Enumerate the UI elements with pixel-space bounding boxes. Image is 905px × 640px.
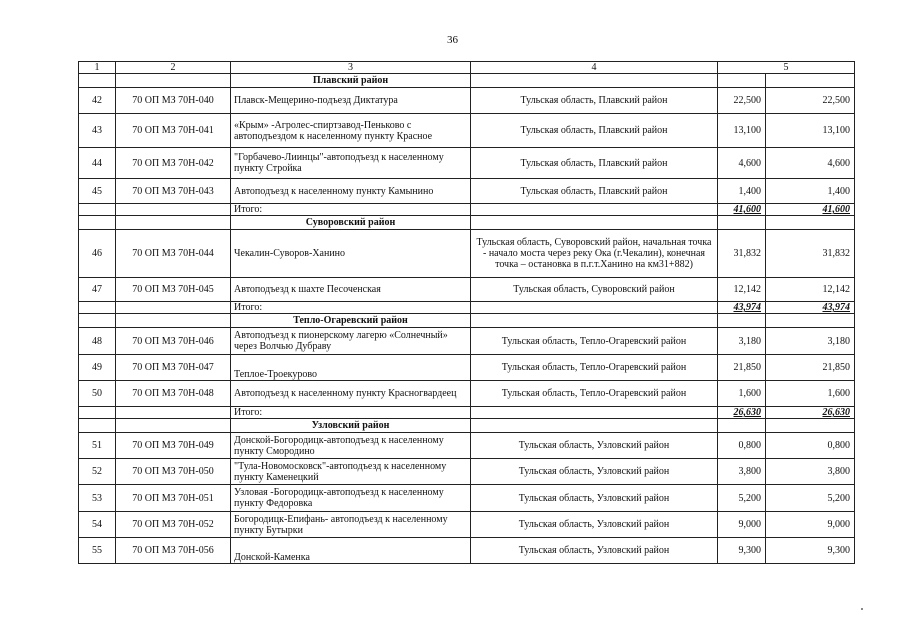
district-cell-empty [766,314,855,328]
row-number: 45 [79,179,116,204]
road-location: Тульская область, Тепло-Огаревский район [471,355,718,381]
road-name: Плавск-Мещерино-подъезд Диктатура [231,88,471,114]
district-cell-empty [116,419,231,433]
district-cell-empty [718,74,766,88]
district-cell-empty [79,419,116,433]
total-label: Итого: [231,407,471,419]
road-length-total: 3,800 [766,459,855,485]
road-length: 1,600 [718,381,766,407]
district-row [79,216,855,230]
road-location: Тульская область, Плавский район [471,179,718,204]
road-length: 21,850 [718,355,766,381]
table-row [79,538,855,564]
road-length-total: 5,200 [766,485,855,512]
road-code: 70 ОП МЗ 70Н-048 [116,381,231,407]
road-location: Тульская область, Суворовский район [471,278,718,302]
table-row [79,433,855,459]
total-cell-empty [79,204,116,216]
table-row [79,278,855,302]
road-length: 31,832 [718,230,766,278]
district-cell-empty [766,419,855,433]
row-number: 54 [79,512,116,538]
row-number: 52 [79,459,116,485]
table-row [79,230,855,278]
table-row [79,179,855,204]
road-code: 70 ОП МЗ 70Н-047 [116,355,231,381]
road-length-total: 21,850 [766,355,855,381]
road-length-total: 31,832 [766,230,855,278]
row-number: 47 [79,278,116,302]
district-cell-empty [79,74,116,88]
total-cell-empty [116,302,231,314]
road-length-total: 3,180 [766,328,855,355]
table-row [79,148,855,179]
total-row [79,407,855,419]
road-code: 70 ОП МЗ 70Н-041 [116,114,231,148]
row-number: 48 [79,328,116,355]
district-cell-empty [718,419,766,433]
road-code: 70 ОП МЗ 70Н-050 [116,459,231,485]
road-code: 70 ОП МЗ 70Н-043 [116,179,231,204]
total-value-final: 41,600 [766,204,855,216]
district-name: Суворовский район [231,216,471,230]
row-number: 43 [79,114,116,148]
road-length-total: 1,400 [766,179,855,204]
road-name: Автоподъезд к шахте Песоченская [231,278,471,302]
road-name: "Горбачево-Лиинцы"-автоподъезд к населенному пункту Стройка [231,148,471,179]
district-cell-empty [471,216,718,230]
road-name: Теплое-Троекурово [231,355,471,381]
road-code: 70 ОП МЗ 70Н-040 [116,88,231,114]
road-name: Автоподъезд к населенному пункту Красногвардеец [231,381,471,407]
road-name: Донской-Каменка [231,538,471,564]
road-length: 9,300 [718,538,766,564]
road-length: 13,100 [718,114,766,148]
road-name: Автоподъезд к населенному пункту Камынино [231,179,471,204]
road-name: Узловая -Богородицк-автоподъезд к населенному пункту Федоровка [231,485,471,512]
row-number: 42 [79,88,116,114]
row-number: 50 [79,381,116,407]
road-length: 22,500 [718,88,766,114]
road-code: 70 ОП МЗ 70Н-051 [116,485,231,512]
total-value: 43,974 [718,302,766,314]
road-length: 0,800 [718,433,766,459]
road-location: Тульская область, Узловский район [471,459,718,485]
table-row [79,88,855,114]
district-cell-empty [718,314,766,328]
road-length: 1,400 [718,179,766,204]
district-row [79,419,855,433]
road-name: Чекалин-Суворов-Ханино [231,230,471,278]
district-cell-empty [471,419,718,433]
scan-speck [861,608,863,610]
col-header-1: 1 [79,62,116,74]
total-cell-empty [116,204,231,216]
road-length-total: 0,800 [766,433,855,459]
district-row [79,314,855,328]
total-label: Итого: [231,204,471,216]
road-location: Тульская область, Узловский район [471,538,718,564]
district-cell-empty [766,74,855,88]
row-number: 55 [79,538,116,564]
road-length: 3,180 [718,328,766,355]
road-length-total: 4,600 [766,148,855,179]
header-row [79,62,855,74]
page-number: 36 [447,34,458,46]
total-value: 41,600 [718,204,766,216]
road-length: 9,000 [718,512,766,538]
total-cell-empty [471,204,718,216]
district-cell-empty [766,216,855,230]
road-length: 4,600 [718,148,766,179]
table-row [79,355,855,381]
road-code: 70 ОП МЗ 70Н-042 [116,148,231,179]
road-name: Автоподъезд к пионерскому лагерю «Солнечный» через Волчью Дубраву [231,328,471,355]
road-code: 70 ОП МЗ 70Н-044 [116,230,231,278]
table-row [79,381,855,407]
road-length-total: 1,600 [766,381,855,407]
road-length: 12,142 [718,278,766,302]
road-length-total: 22,500 [766,88,855,114]
road-length: 3,800 [718,459,766,485]
district-cell-empty [79,314,116,328]
roads-table [78,61,855,564]
road-length-total: 12,142 [766,278,855,302]
row-number: 44 [79,148,116,179]
road-name: Донской-Богородицк-автоподъезд к населенному пункту Смородино [231,433,471,459]
total-row [79,204,855,216]
total-value: 26,630 [718,407,766,419]
road-location: Тульская область, Узловский район [471,433,718,459]
total-cell-empty [116,407,231,419]
district-name: Тепло-Огаревский район [231,314,471,328]
road-length-total: 9,300 [766,538,855,564]
district-cell-empty [718,216,766,230]
total-cell-empty [471,302,718,314]
district-name: Плавский район [231,74,471,88]
col-header-5: 5 [718,62,855,74]
row-number: 51 [79,433,116,459]
road-location: Тульская область, Плавский район [471,114,718,148]
district-cell-empty [116,216,231,230]
road-name: Богородицк-Епифань- автоподъезд к населенному пункту Бутырки [231,512,471,538]
road-code: 70 ОП МЗ 70Н-046 [116,328,231,355]
total-row [79,302,855,314]
road-code: 70 ОП МЗ 70Н-056 [116,538,231,564]
total-cell-empty [79,407,116,419]
road-code: 70 ОП МЗ 70Н-045 [116,278,231,302]
table-row [79,512,855,538]
row-number: 46 [79,230,116,278]
road-location: Тульская область, Узловский район [471,485,718,512]
road-length: 5,200 [718,485,766,512]
road-location: Тульская область, Суворовский район, начальная точка - начало моста через реку Ока (г.Чекалин), конечная точка – остановка в п.г.т.Ханино на км31+882) [471,230,718,278]
road-code: 70 ОП МЗ 70Н-049 [116,433,231,459]
table-row [79,114,855,148]
district-cell-empty [471,314,718,328]
total-value-final: 26,630 [766,407,855,419]
total-value-final: 43,974 [766,302,855,314]
road-location: Тульская область, Узловский район [471,512,718,538]
road-name: «Крым» -Агролес-спиртзавод-Пеньково с автоподъездом к населенному пункту Красное [231,114,471,148]
road-name: "Тула-Новомосковск"-автоподъезд к населенному пункту Каменецкий [231,459,471,485]
road-code: 70 ОП МЗ 70Н-052 [116,512,231,538]
road-location: Тульская область, Тепло-Огаревский район [471,381,718,407]
table-row [79,328,855,355]
table-row [79,459,855,485]
row-number: 53 [79,485,116,512]
district-name: Узловский район [231,419,471,433]
road-length-total: 9,000 [766,512,855,538]
table-row [79,485,855,512]
road-length-total: 13,100 [766,114,855,148]
col-header-3: 3 [231,62,471,74]
row-number: 49 [79,355,116,381]
total-cell-empty [79,302,116,314]
district-cell-empty [116,74,231,88]
district-cell-empty [471,74,718,88]
col-header-4: 4 [471,62,718,74]
total-label: Итого: [231,302,471,314]
col-header-2: 2 [116,62,231,74]
total-cell-empty [471,407,718,419]
road-location: Тульская область, Плавский район [471,148,718,179]
road-location: Тульская область, Плавский район [471,88,718,114]
district-cell-empty [79,216,116,230]
road-location: Тульская область, Тепло-Огаревский район [471,328,718,355]
district-cell-empty [116,314,231,328]
district-row [79,74,855,88]
